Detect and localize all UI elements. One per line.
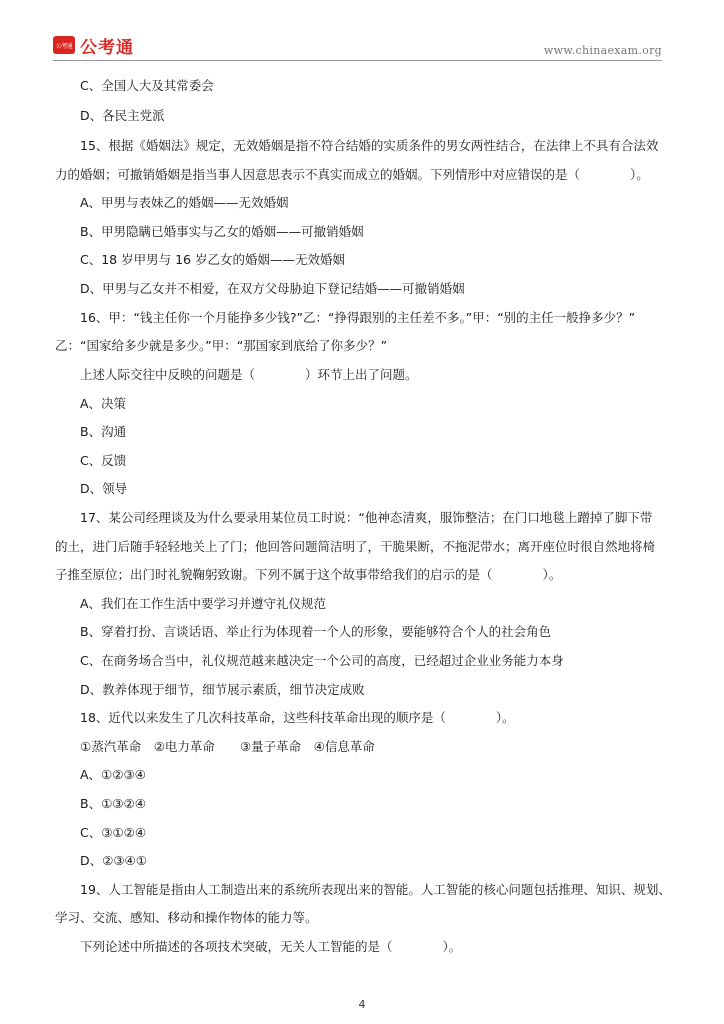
text-line: 18、近代以来发生了几次科技革命，这些科技革命出现的顺序是（ ）。 [80, 710, 515, 725]
text-line: 19、人工智能是指由人工制造出来的系统所表现出来的智能。人工智能的核心问题包括推理、知识、规划、 [80, 882, 671, 897]
text-line: B、穿着打扮、言谈话语、举止行为体现着一个人的形象，要能够符合个人的社会角色 [80, 624, 552, 639]
text-line: D、教养体现于细节，细节展示素质，细节决定成败 [80, 682, 365, 697]
text-line: 子推至原位；出门时礼貌鞠躬致谢。下列不属于这个故事带给我们的启示的是（ ）。 [55, 567, 562, 582]
text-line: C、18 岁甲男与 16 岁乙女的婚姻——无效婚姻 [80, 252, 345, 267]
text-line: B、①③②④ [80, 796, 146, 811]
text-line: C、③①②④ [80, 825, 147, 840]
logo [53, 35, 134, 58]
text-line: A、①②③④ [80, 767, 146, 782]
site-url: www.chinaexam.org [543, 44, 662, 57]
page-number: 4 [358, 998, 366, 1011]
text-line: A、甲男与表妹乙的婚姻——无效婚姻 [80, 195, 289, 210]
text-line: ①蒸汽革命 ②电力革命 ③量子革命 ④信息革命 [80, 739, 375, 754]
text-line: C、全国人大及其常委会 [80, 78, 214, 93]
text-line: 17、某公司经理谈及为什么要录用某位员工时说：“他神态清爽，服饰整洁；在门口地毯上蹭掉了脚下带 [80, 510, 653, 525]
text-line: D、领导 [80, 481, 128, 496]
logo-text: 公考通 [80, 37, 134, 58]
text-line: A、我们在工作生活中要学习并遵守礼仪规范 [80, 596, 327, 611]
header-divider [53, 60, 662, 61]
text-line: 15、根据《婚姻法》规定，无效婚姻是指不符合结婚的实质条件的男女两性结合，在法律上不具有合法效 [80, 138, 659, 153]
text-line: 的土，进门后随手轻轻地关上了门；他回答问题简洁明了，干脆果断，不拖泥带水；离开座位时很自然地将椅 [55, 539, 656, 554]
text-line: D、甲男与乙女并不相爱，在双方父母胁迫下登记结婚——可撤销婚姻 [80, 281, 465, 296]
text-line: D、②③④① [80, 853, 147, 868]
logo-icon: 公考通 [53, 36, 75, 54]
text-line: 乙：“国家给多少就是多少。”甲：“那国家到底给了你多少？” [55, 338, 388, 353]
page-header [0, 0, 724, 62]
text-line: C、在商务场合当中，礼仪规范越来越决定一个公司的高度，已经超过企业业务能力本身 [80, 653, 564, 668]
text-line: D、各民主党派 [80, 108, 165, 123]
text-line: B、沟通 [80, 424, 127, 439]
text-line: B、甲男隐瞒已婚事实与乙女的婚姻——可撤销婚姻 [80, 224, 364, 239]
text-line: 16、甲：“钱主任你一个月能挣多少钱?”乙：“挣得跟别的主任差不多。”甲：“别的主任一般挣多少？” [80, 310, 636, 325]
text-line: 学习、交流、感知、移动和操作物体的能力等。 [55, 910, 318, 925]
text-line: 下列论述中所描述的各项技术突破，无关人工智能的是（ ）。 [80, 939, 462, 954]
text-line: C、反馈 [80, 453, 127, 468]
text-line: A、决策 [80, 396, 127, 411]
text-line: 上述人际交往中反映的问题是（ ）环节上出了问题。 [80, 367, 418, 382]
text-line: 力的婚姻；可撤销婚姻是指当事人因意思表示不真实而成立的婚姻。下列情形中对应错误的是（ ）。 [55, 167, 649, 182]
